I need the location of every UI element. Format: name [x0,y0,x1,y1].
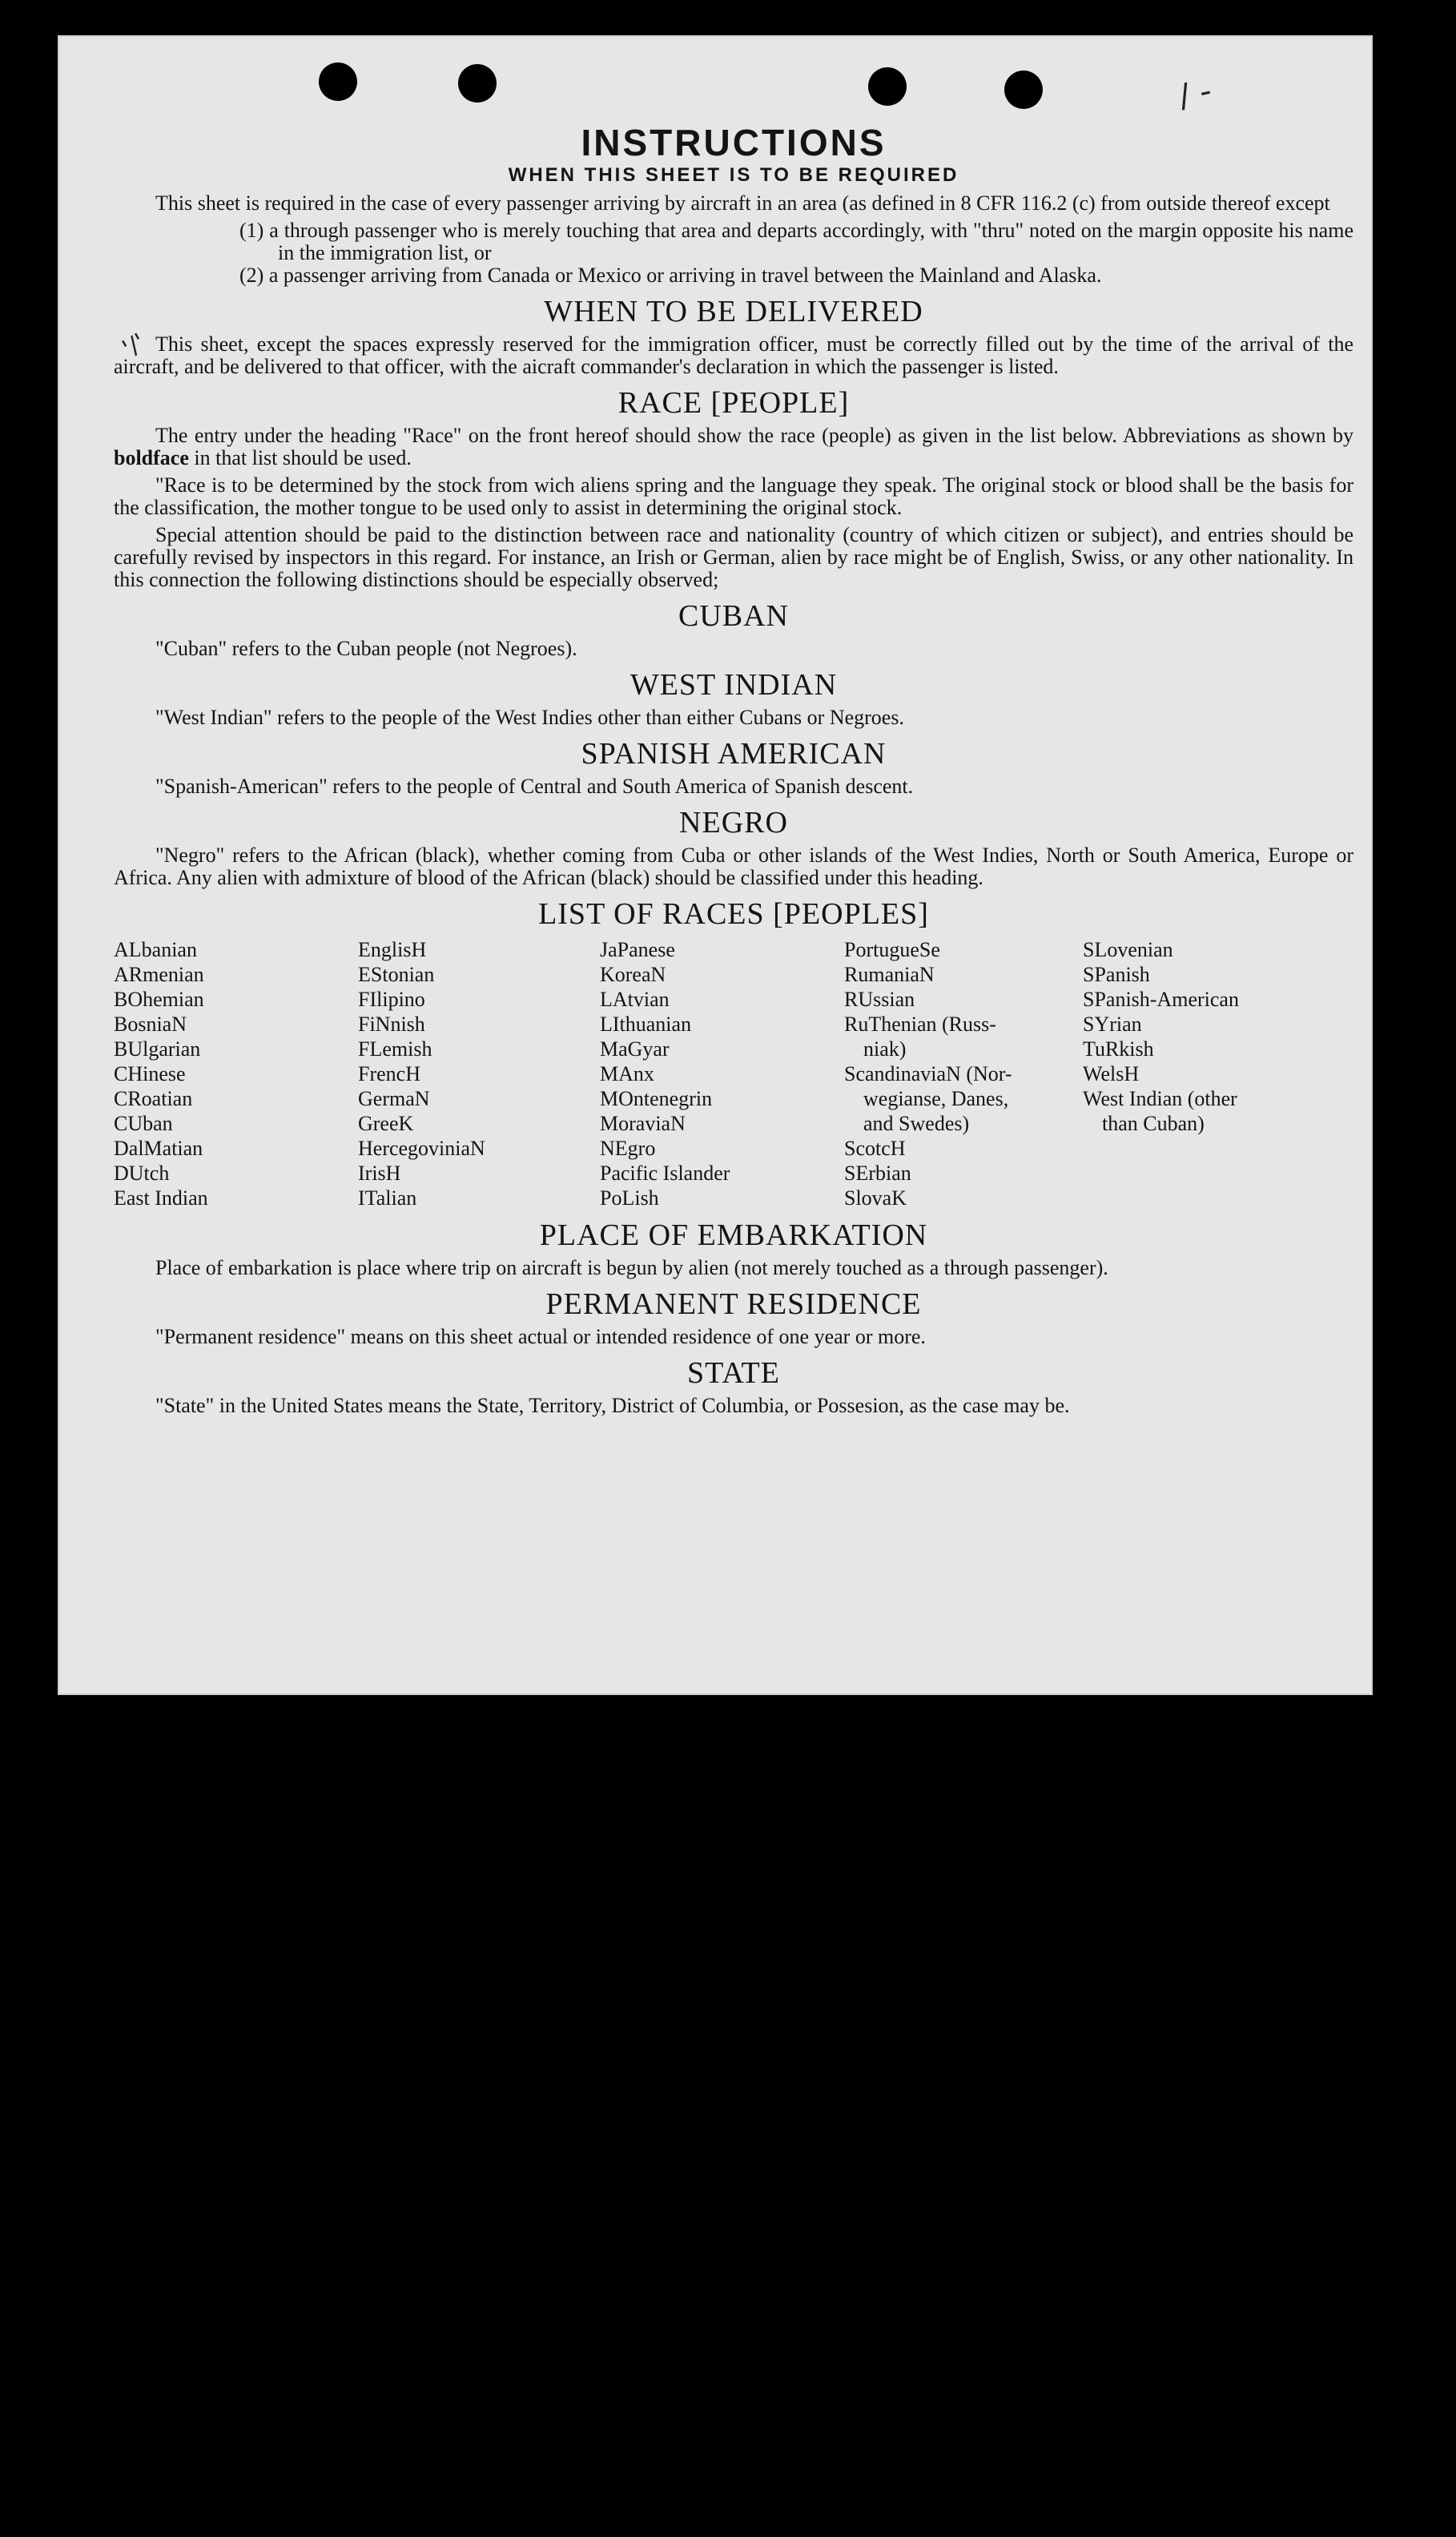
negro-text: "Negro" refers to the African (black), whether coming from Cuba or other islands of the West Indies, North or South America, Europe or Africa. Any alien with admixture of blood of the African (black) should be classified under this heading. [114,844,1353,889]
state-text: "State" in the United States means the State, Territory, District of Columbia, or Possesion, as the case may be. [155,1394,1070,1417]
spanish-american-text: "Spanish-American" refers to the people of Central and South America of Spanish descent. [155,775,914,798]
race-entry: BUlgarian [114,1037,201,1061]
race-entry: BOhemian [114,988,204,1011]
punch-hole [458,64,497,103]
race-paragraph-1 [114,425,1353,469]
race-entry: MoraviaN [600,1112,686,1135]
race-entry: WelsH [1083,1062,1140,1085]
embarkation-heading: PLACE OF EMBARKATION [539,1218,928,1252]
margin-mark-top-right: / - [1175,72,1215,115]
race-entry: EStonian [358,963,435,986]
race-entry: CUban [114,1112,173,1135]
race-p1-text-end: in that list should be used. [188,446,412,469]
residence-text: "Permanent residence" means on this sheet actual or intended residence of one year or more. [155,1325,926,1348]
race-entry: GermaN [358,1087,430,1110]
document-sheet [58,35,1373,1695]
instructions-title: INSTRUCTIONS [581,122,887,163]
race-entry: MOntenegrin [600,1087,713,1110]
races-list [114,937,1353,1210]
race-entry: RumaniaN [844,963,935,986]
race-entry: ALbanian [114,938,197,961]
race-entry: than Cuban) [1102,1112,1205,1135]
race-entry: LAtvian [600,988,670,1011]
race-entry: SLovenian [1083,938,1173,961]
race-entry: PoLish [600,1186,659,1210]
race-entry: SPanish [1083,963,1150,986]
race-entry: ARmenian [114,963,204,986]
cuban-text: "Cuban" refers to the Cuban people (not Negroes). [155,637,577,660]
race-column [114,937,358,1210]
cuban-heading: CUBAN [678,599,790,633]
race-entry: FiNnish [358,1013,425,1036]
race-column [600,937,844,1210]
west-indian-text: "West Indian" refers to the people of the West Indies other than either Cubans or Negroes. [155,706,904,729]
race-entry: niak) [863,1037,907,1061]
race-entry: SPanish-American [1083,988,1239,1011]
race-entry: ScandinaviaN (Nor- [844,1062,1012,1085]
race-entry: SErbian [844,1162,911,1185]
spanish-american-heading: SPANISH AMERICAN [581,737,887,771]
race-column [358,937,600,1210]
race-entry: West Indian (other [1083,1087,1237,1110]
race-entry: KoreaN [600,963,666,986]
race-entry: SYrian [1083,1013,1142,1036]
west-indian-heading: WEST INDIAN [629,668,838,702]
race-column [1083,937,1323,1210]
race-entry: NEgro [600,1137,656,1160]
margin-mark-left: '/' [118,328,151,364]
race-paragraph-2: "Race is to be determined by the stock from wich aliens spring and the language they speak. The original stock or blood shall be the basis for the classification, the mother tongue to be used only to assist in determining the original stock. [114,473,1353,519]
race-entry: wegianse, Danes, [863,1087,1009,1110]
punch-hole [868,67,907,106]
race-entry: East Indian [114,1186,208,1210]
state-heading: STATE [687,1356,780,1390]
race-entry: Pacific Islander [600,1162,730,1185]
race-entry: MaGyar [600,1037,670,1061]
race-heading: RACE [PEOPLE] [617,386,850,420]
race-entry: RUssian [844,988,915,1011]
race-entry: FLemish [358,1037,432,1061]
delivered-text: This sheet, except the spaces expressly reserved for the immigration officer, must be correctly filled out by the time of the arrival of the aircraft, and be delivered to that officer, with the aicraft commander's declaration in which the passenger is listed. [114,332,1353,378]
race-entry: ITalian [358,1186,417,1210]
race-paragraph-3: Special attention should be paid to the distinction between race and nationality (country of which citizen or subject), and entries should be carefully revised by inspectors in this regard. For instance, an Irish or German, alien by race might be of English, Swiss, or any other nationality. In this connection the following distinctions should be especially observed; [114,523,1353,591]
race-entry: TuRkish [1083,1037,1154,1061]
instructions-subtitle: WHEN THIS SHEET IS TO BE REQUIRED [508,164,959,186]
race-p1-bold: boldface [114,446,189,469]
race-entry: IrisH [358,1162,401,1185]
race-column [844,937,1083,1210]
instructions-content [114,122,1353,1422]
delivered-heading: WHEN TO BE DELIVERED [544,295,923,328]
instructions-item-2: (2) a passenger arriving from Canada or Mexico or arriving in travel between the Mainland and Alaska. [239,264,1102,287]
residence-heading: PERMANENT RESIDENCE [545,1287,922,1321]
negro-heading: NEGRO [679,806,788,840]
punch-hole [319,62,357,101]
race-entry: PortugueSe [844,938,940,961]
race-entry: LIthuanian [600,1013,692,1036]
races-list-heading: LIST OF RACES [PEOPLES] [538,897,929,931]
race-entry: CHinese [114,1062,186,1085]
race-entry: JaPanese [600,938,675,961]
race-entry: SlovaK [844,1186,907,1210]
race-entry: FIlipino [358,988,425,1011]
race-entry: EnglisH [358,938,427,961]
race-entry: DalMatian [114,1137,203,1160]
race-entry: MAnx [600,1062,654,1085]
race-entry: ScotcH [844,1137,906,1160]
punch-hole [1004,70,1043,109]
embarkation-text: Place of embarkation is place where trip on aircraft is begun by alien (not merely touched as a through passenger). [155,1256,1108,1279]
instructions-intro: This sheet is required in the case of every passenger arriving by aircraft in an area (as defined in 8 CFR 116.2 (c) from outside thereof except [155,191,1330,215]
race-entry: RuThenian (Russ- [844,1013,996,1036]
race-entry: CRoatian [114,1087,193,1110]
race-p1-text: The entry under the heading "Race" on the front hereof should show the race (people) as given in the list below. Abbreviations as shown by [155,424,1353,447]
race-entry: BosniaN [114,1013,187,1036]
instructions-item-1: (1) a through passenger who is merely touching that area and departs accordingly, with "thru" noted on the margin opposite his name in the immigration list, or [239,219,1353,264]
race-entry: and Swedes) [863,1112,970,1135]
race-entry: DUtch [114,1162,170,1185]
race-entry: GreeK [358,1112,414,1135]
race-entry: FrencH [358,1062,420,1085]
race-entry: HercegoviniaN [358,1137,485,1160]
